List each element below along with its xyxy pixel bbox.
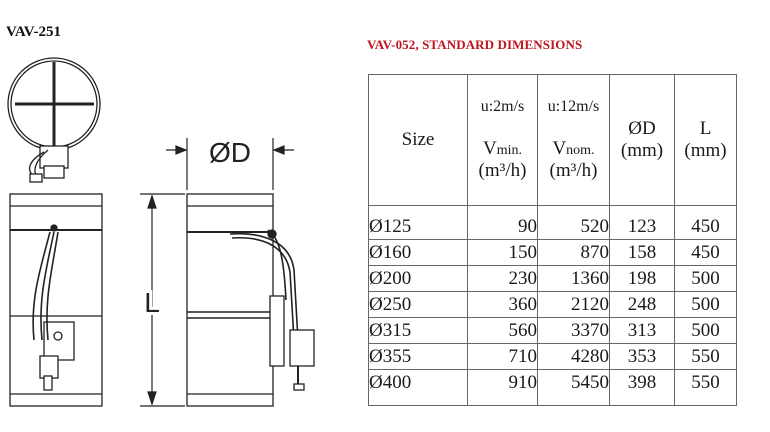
table-header-row xyxy=(369,75,737,206)
table-row xyxy=(369,318,737,344)
cell-vnom: 3370 xyxy=(538,318,610,344)
header-diameter: ØD (mm) xyxy=(610,75,675,206)
cell-size: Ø160 xyxy=(369,240,468,266)
length-label: L xyxy=(144,287,160,318)
cell-diameter: 398 xyxy=(610,370,675,406)
header-size: Size xyxy=(369,75,468,206)
cell-vnom: 1360 xyxy=(538,266,610,292)
cell-vmin: 560 xyxy=(468,318,538,344)
cell-size: Ø315 xyxy=(369,318,468,344)
cell-length: 450 xyxy=(675,206,737,240)
cell-length: 500 xyxy=(675,292,737,318)
table-row xyxy=(369,292,737,318)
cell-size: Ø125 xyxy=(369,206,468,240)
cell-vmin: 710 xyxy=(468,344,538,370)
cell-diameter: 123 xyxy=(610,206,675,240)
model-title: VAV-251 xyxy=(6,24,62,40)
table-title: VAV-052, STANDARD DIMENSIONS xyxy=(367,37,583,52)
table-row xyxy=(369,240,737,266)
cell-size: Ø200 xyxy=(369,266,468,292)
cell-length: 550 xyxy=(675,370,737,406)
cell-vmin: 150 xyxy=(468,240,538,266)
cell-size: Ø250 xyxy=(369,292,468,318)
cell-size: Ø400 xyxy=(369,370,468,406)
cell-vmin: 90 xyxy=(468,206,538,240)
cell-length: 500 xyxy=(675,318,737,344)
cell-diameter: 313 xyxy=(610,318,675,344)
cell-vmin: 360 xyxy=(468,292,538,318)
cell-vnom: 2120 xyxy=(538,292,610,318)
cell-diameter: 198 xyxy=(610,266,675,292)
table-row xyxy=(369,370,737,406)
cell-vmin: 230 xyxy=(468,266,538,292)
cell-length: 550 xyxy=(675,344,737,370)
header-vmin: u:2m/s Vmin. (m³/h) xyxy=(468,75,538,206)
end-view xyxy=(8,58,100,182)
cell-vmin: 910 xyxy=(468,370,538,406)
side-view-right xyxy=(187,194,314,406)
cell-length: 450 xyxy=(675,240,737,266)
diameter-label: ØD xyxy=(209,137,251,168)
table-row xyxy=(369,344,737,370)
header-vmin-unit: (m³/h) xyxy=(478,160,527,181)
header-vmin-speed: u:2m/s xyxy=(480,98,525,115)
cell-size: Ø355 xyxy=(369,344,468,370)
cell-vnom: 520 xyxy=(538,206,610,240)
header-vnom: u:12m/s Vnom. (m³/h) xyxy=(538,75,610,206)
table-row xyxy=(369,266,737,292)
cell-diameter: 248 xyxy=(610,292,675,318)
header-vnom-unit: (m³/h) xyxy=(549,160,598,181)
table-row xyxy=(369,206,737,240)
header-vnom-speed: u:12m/s xyxy=(547,98,600,115)
header-length: L (mm) xyxy=(675,75,737,206)
cell-length: 500 xyxy=(675,266,737,292)
cell-diameter: 158 xyxy=(610,240,675,266)
dimensions-table xyxy=(368,74,737,406)
cell-vnom: 5450 xyxy=(538,370,610,406)
cell-vnom: 870 xyxy=(538,240,610,266)
side-view-left xyxy=(10,194,102,406)
cell-diameter: 353 xyxy=(610,344,675,370)
cell-vnom: 4280 xyxy=(538,344,610,370)
